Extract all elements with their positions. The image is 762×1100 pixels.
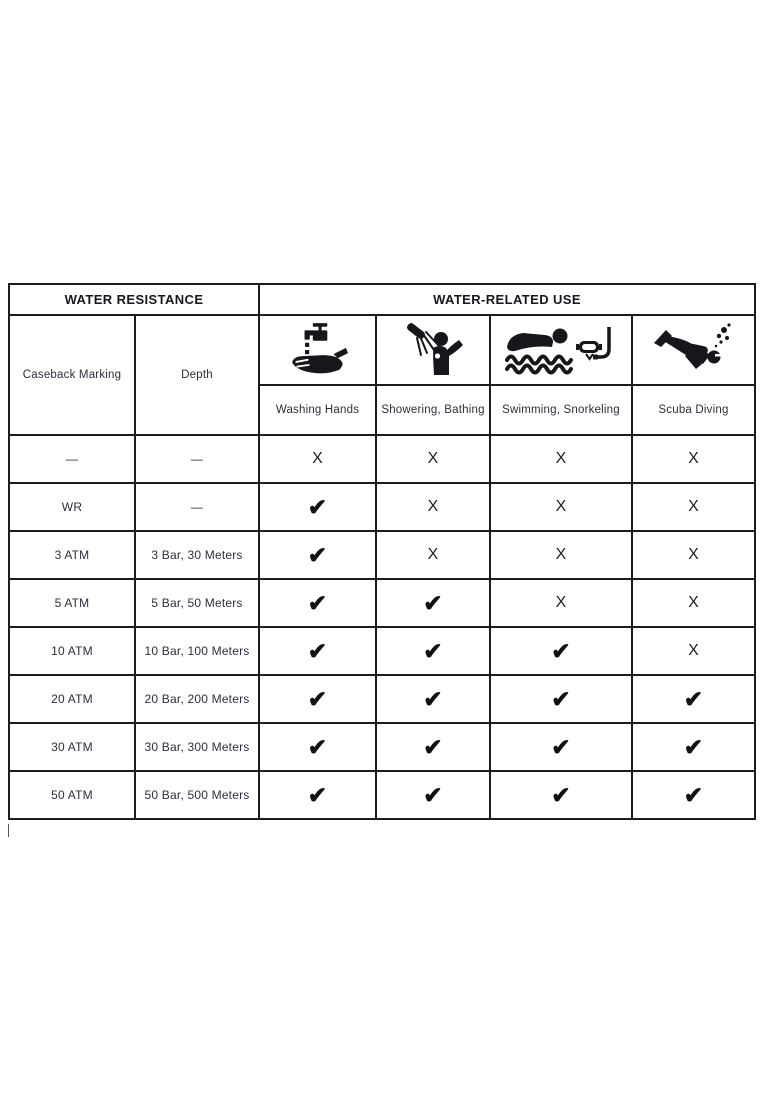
marking-cell: 3 ATM xyxy=(9,531,135,579)
left-border-stub xyxy=(8,824,9,837)
check-mark: ✔ xyxy=(376,627,490,675)
x-mark: X xyxy=(632,627,755,675)
check-mark: ✔ xyxy=(259,627,376,675)
check-mark: ✔ xyxy=(259,483,376,531)
depth-cell: 3 Bar, 30 Meters xyxy=(135,531,259,579)
washing-hands-icon xyxy=(288,323,348,377)
x-mark: X xyxy=(632,483,755,531)
marking-cell: 30 ATM xyxy=(9,723,135,771)
marking-cell: 5 ATM xyxy=(9,579,135,627)
x-mark: X xyxy=(376,435,490,483)
caseback-marking-header: Caseback Marking xyxy=(9,315,135,435)
scuba-diving-label: Scuba Diving xyxy=(632,385,755,435)
check-mark: ✔ xyxy=(376,723,490,771)
depth-cell: — xyxy=(135,435,259,483)
marking-cell: 50 ATM xyxy=(9,771,135,819)
table-row xyxy=(9,531,755,579)
washing-hands-icon-cell xyxy=(259,315,376,385)
check-mark: ✔ xyxy=(259,579,376,627)
check-mark: ✔ xyxy=(632,771,755,819)
x-mark: X xyxy=(632,435,755,483)
depth-cell: 50 Bar, 500 Meters xyxy=(135,771,259,819)
icon-header-row xyxy=(9,315,755,385)
check-mark: ✔ xyxy=(632,723,755,771)
check-mark: ✔ xyxy=(376,771,490,819)
marking-cell: — xyxy=(9,435,135,483)
marking-cell: 10 ATM xyxy=(9,627,135,675)
check-mark: ✔ xyxy=(490,771,632,819)
scuba-diving-icon xyxy=(642,323,746,377)
check-mark: ✔ xyxy=(490,675,632,723)
swimming-snorkeling-label: Swimming, Snorkeling xyxy=(490,385,632,435)
check-mark: ✔ xyxy=(259,531,376,579)
depth-cell: — xyxy=(135,483,259,531)
table-row xyxy=(9,483,755,531)
group-header-row xyxy=(9,284,755,315)
check-mark: ✔ xyxy=(490,627,632,675)
x-mark: X xyxy=(259,435,376,483)
table-body xyxy=(9,435,755,819)
x-mark: X xyxy=(490,435,632,483)
check-mark: ✔ xyxy=(259,675,376,723)
swimming-snorkeling-icon-cell xyxy=(490,315,632,385)
x-mark: X xyxy=(632,531,755,579)
table-row xyxy=(9,771,755,819)
water-related-use-header: WATER-RELATED USE xyxy=(259,284,755,315)
marking-cell: 20 ATM xyxy=(9,675,135,723)
check-mark: ✔ xyxy=(259,771,376,819)
x-mark: X xyxy=(490,483,632,531)
depth-cell: 20 Bar, 200 Meters xyxy=(135,675,259,723)
table-row xyxy=(9,675,755,723)
x-mark: X xyxy=(376,531,490,579)
table-row xyxy=(9,579,755,627)
water-resistance-header: WATER RESISTANCE xyxy=(9,284,259,315)
x-mark: X xyxy=(490,531,632,579)
depth-header: Depth xyxy=(135,315,259,435)
marking-cell: WR xyxy=(9,483,135,531)
depth-cell: 5 Bar, 50 Meters xyxy=(135,579,259,627)
table-row xyxy=(9,723,755,771)
check-mark: ✔ xyxy=(490,723,632,771)
x-mark: X xyxy=(632,579,755,627)
table-row xyxy=(9,627,755,675)
swimming-snorkeling-icon xyxy=(500,323,622,377)
depth-cell: 30 Bar, 300 Meters xyxy=(135,723,259,771)
table-row xyxy=(9,435,755,483)
x-mark: X xyxy=(376,483,490,531)
x-mark: X xyxy=(490,579,632,627)
check-mark: ✔ xyxy=(632,675,755,723)
showering-bathing-label: Showering, Bathing xyxy=(376,385,490,435)
depth-cell: 10 Bar, 100 Meters xyxy=(135,627,259,675)
check-mark: ✔ xyxy=(376,675,490,723)
showering-bathing-icon-cell xyxy=(376,315,490,385)
scuba-diving-icon-cell xyxy=(632,315,755,385)
water-resistance-table xyxy=(8,283,756,820)
showering-bathing-icon xyxy=(402,323,464,377)
washing-hands-label: Washing Hands xyxy=(259,385,376,435)
check-mark: ✔ xyxy=(259,723,376,771)
check-mark: ✔ xyxy=(376,579,490,627)
